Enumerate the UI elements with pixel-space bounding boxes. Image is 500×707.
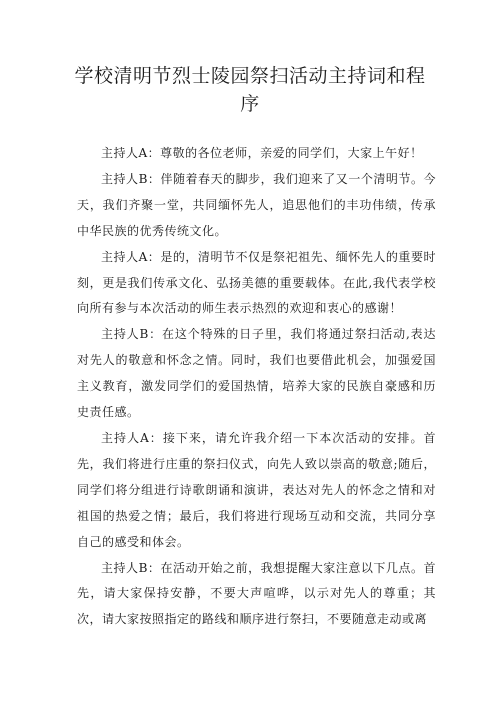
paragraph-3: 主持人A：是的，清明节不仅是祭祀祖先、缅怀先人的重要时刻，更是我们传承文化、弘扬美德的重要载体。在此,我代表学校向所有参与本次活动的师生表示热烈的欢迎和衷心的感谢！ (77, 249, 436, 316)
paragraph-6: 主持人B：在活动开始之前，我想提醒大家注意以下几点。首先，请大家保持安静，不要大声喧哗，以示对先人的尊重；其次，请大家按照指定的路线和顺序进行祭扫，不要随意走动或离 (77, 560, 436, 627)
paragraph-5: 主持人A：接下来，请允许我介绍一下本次活动的安排。首先，我们将进行庄重的祭扫仪式，向先人致以崇高的敬意;随后，同学们将分组进行诗歌朗诵和演讲，表达对先人的怀念之情和对祖国的热爱之情；最后，我们将进行现场互动和交流，共同分享自己的感受和体会。 (77, 430, 436, 549)
paragraph-2: 主持人B：伴随着春天的脚步，我们迎来了又一个清明节。今天，我们齐聚一堂，共同缅怀先人，追思他们的丰功伟绩，传承中华民族的优秀传统文化。 (77, 171, 436, 238)
paragraph-4: 主持人B：在这个特殊的日子里，我们将通过祭扫活动,表达对先人的敬意和怀念之情。同时，我们也要借此机会，加强爱国主义教育，激发同学们的爱国热情，培养大家的民族自豪感和历史责任感。 (77, 327, 436, 420)
paragraph-1: 主持人A：尊敬的各位老师，亲爱的同学们，大家上午好！ (101, 146, 423, 160)
document-title: 学校清明节烈士陵园祭扫活动主持词和程序 (74, 65, 426, 115)
document-body (77, 141, 436, 633)
